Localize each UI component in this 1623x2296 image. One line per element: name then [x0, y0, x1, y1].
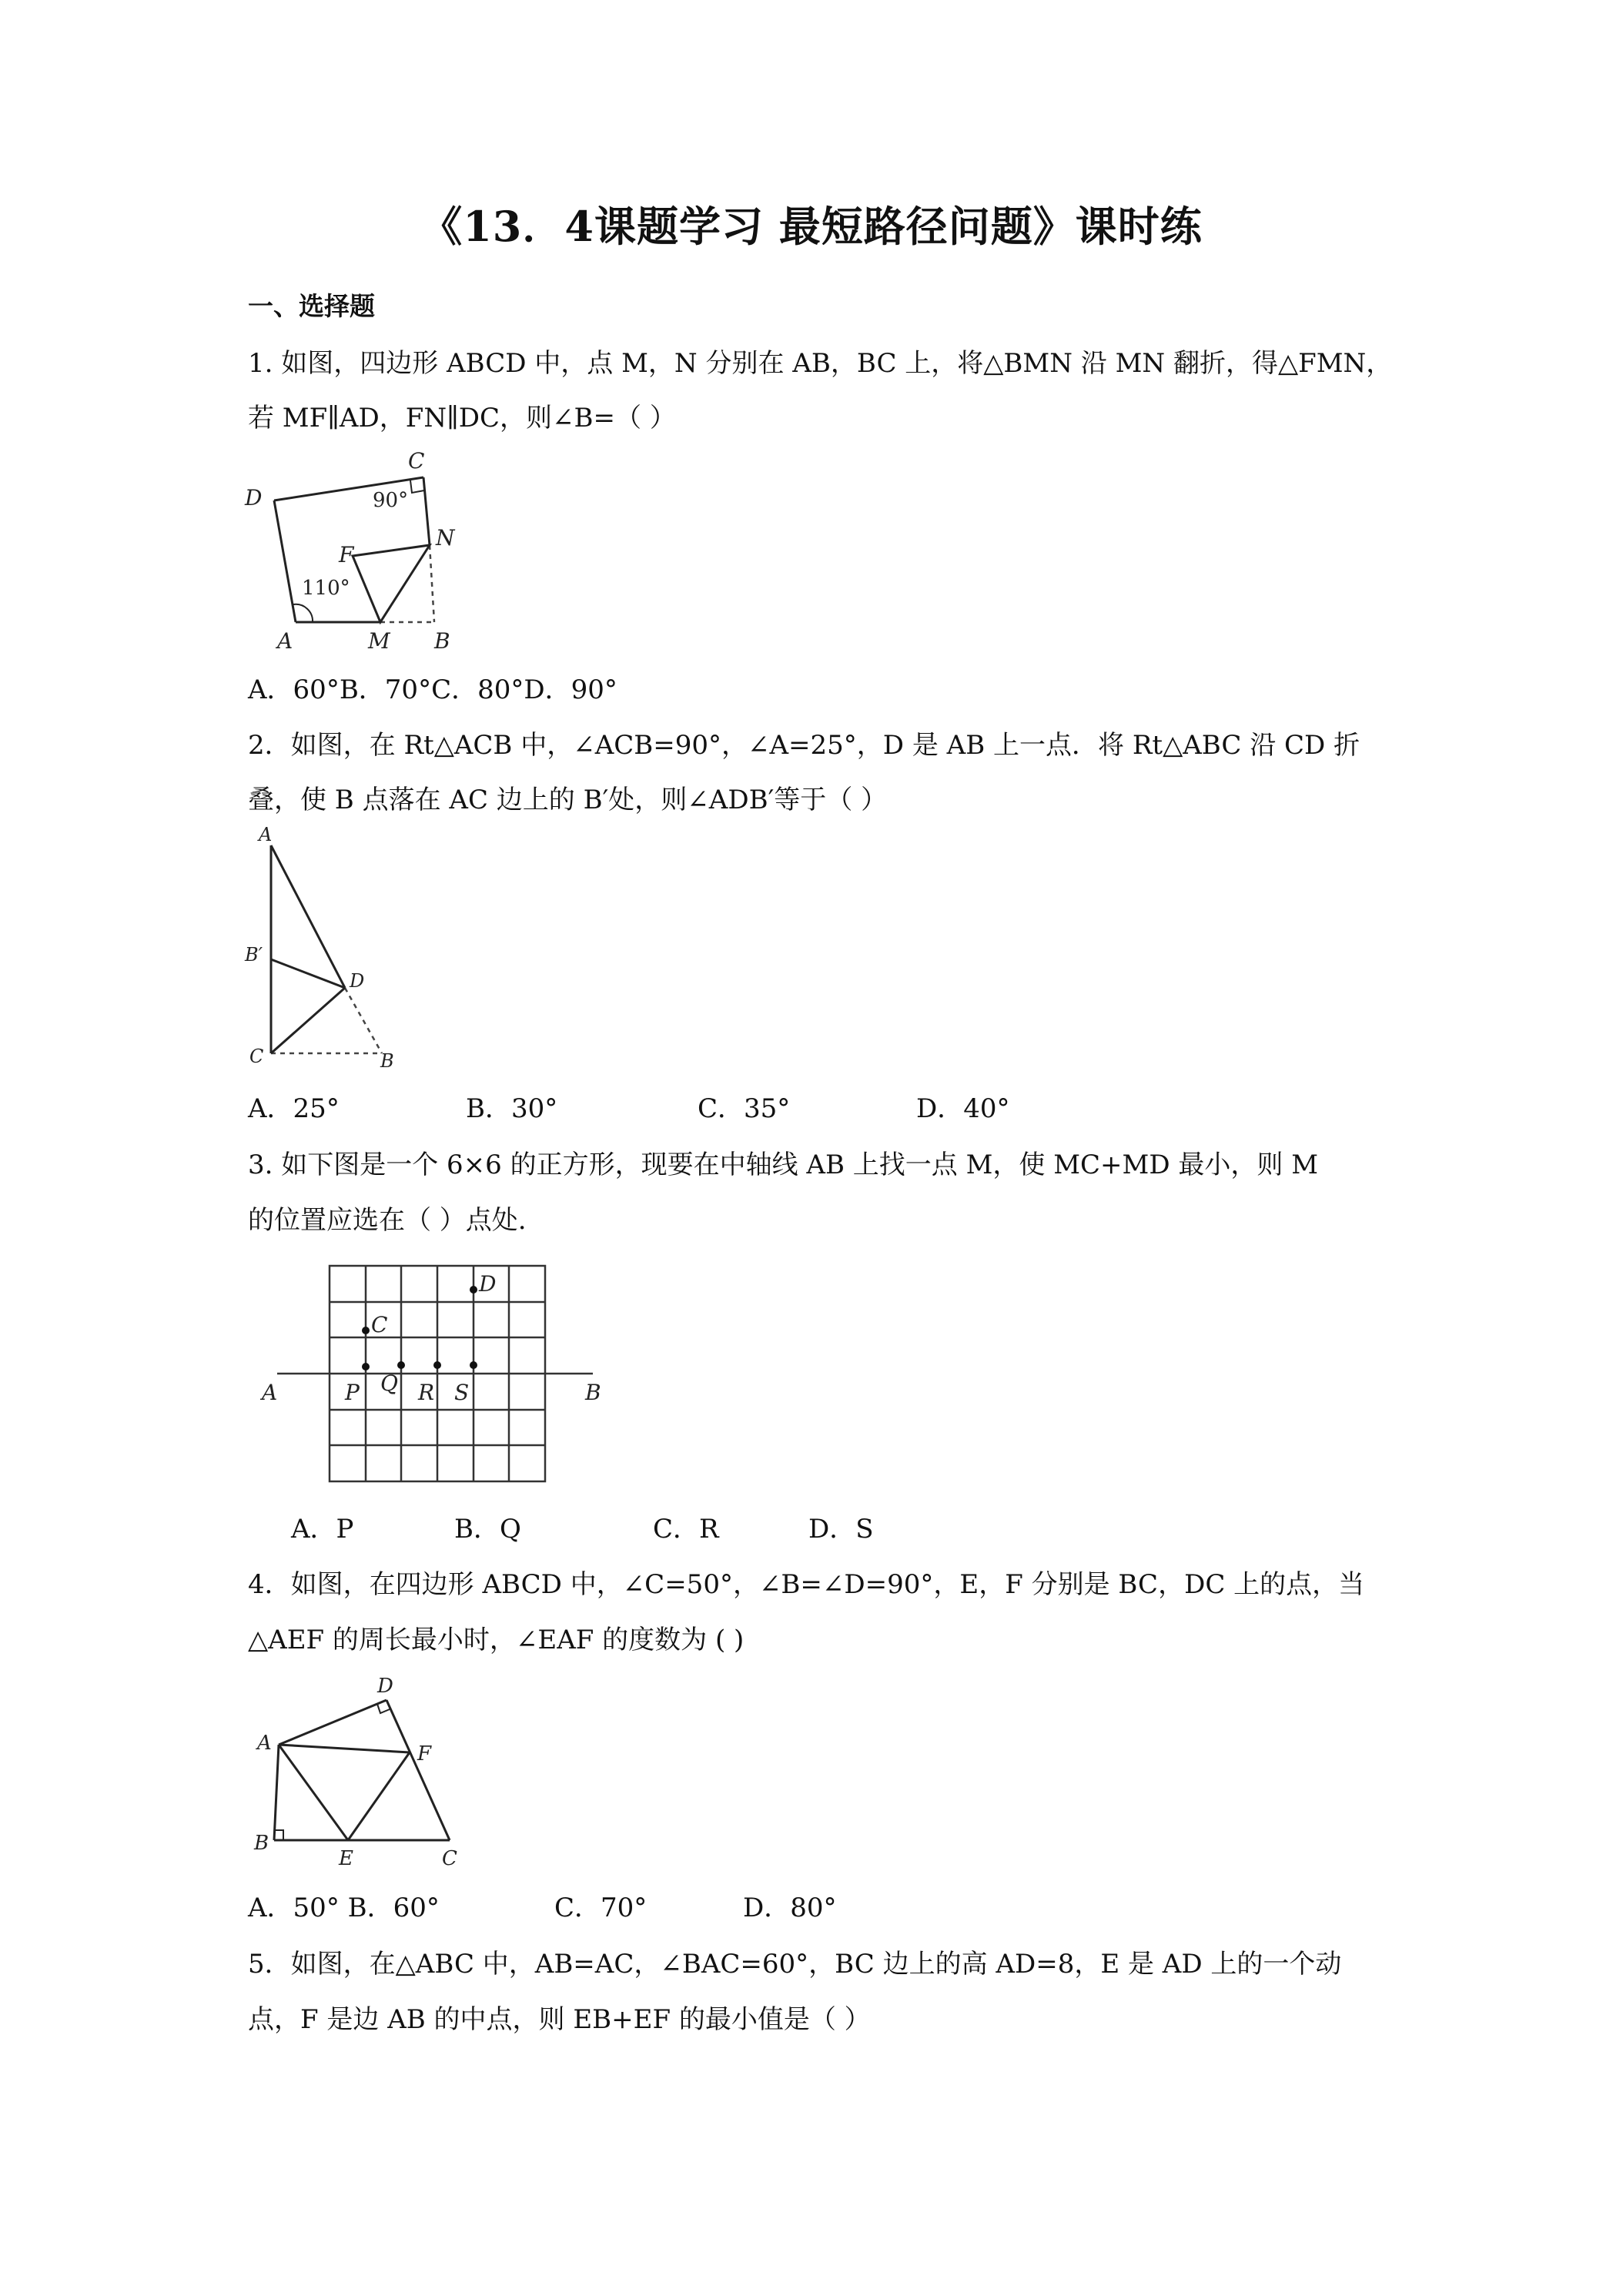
q3-label-C: C	[371, 1312, 388, 1337]
q3-figure	[254, 1255, 616, 1486]
q3-text-line2: 的位置应选在（ ）点处.	[248, 1205, 527, 1236]
q3-label-P: P	[345, 1380, 360, 1405]
q1-label-angle-a: 110°	[302, 577, 350, 600]
section-heading: 一、选择题	[248, 291, 375, 321]
q4-option-ab: A．50° B．60°	[248, 1893, 440, 1923]
q3-label-A: A	[262, 1380, 278, 1405]
q3-label-S: S	[454, 1380, 470, 1405]
q3-option-d: D．S	[808, 1514, 874, 1545]
q4-label-F: F	[417, 1742, 432, 1766]
q5-text-line2: 点，F 是边 AB 的中点，则 EB+EF 的最小值是（ ）	[248, 2004, 871, 2035]
q4-option-c: C．70°	[554, 1893, 648, 1923]
q2-option-a: A．25°	[248, 1093, 340, 1124]
q3-option-a: A．P	[291, 1514, 354, 1545]
q2-label-B-prime: B′	[245, 944, 263, 966]
q1-label-M: M	[368, 628, 390, 654]
q2-label-B: B	[380, 1050, 394, 1072]
q2-label-A: A	[259, 824, 273, 845]
q1-label-D: D	[245, 485, 263, 510]
q2-text-line2: 叠，使 B 点落在 AC 边上的 B′处，则∠ADB′等于（ ）	[248, 785, 888, 815]
q4-label-A: A	[257, 1732, 272, 1755]
q1-options: A．60°B．70°C．80°D．90°	[248, 674, 617, 705]
q2-label-D: D	[350, 970, 365, 992]
q3-label-R: R	[418, 1380, 435, 1405]
q1-text-line1: 1. 如图，四边形 ABCD 中，点 M，N 分别在 AB，BC 上，将△BMN 沿 MN 翻折，得△FMN，	[248, 348, 1393, 379]
q4-figure	[248, 1671, 479, 1871]
q2-option-d: D．40°	[916, 1093, 1010, 1124]
q4-label-C: C	[442, 1847, 457, 1870]
q3-label-Q: Q	[380, 1371, 398, 1396]
q1-label-F: F	[339, 542, 354, 567]
q4-label-D: D	[377, 1675, 393, 1698]
q4-text-line1: 4．如图，在四边形 ABCD 中，∠C=50°，∠B=∠D=90°，E，F 分别是 BC，DC 上的点，当	[248, 1569, 1365, 1600]
q4-label-B: B	[254, 1832, 269, 1855]
q1-label-A: A	[277, 628, 293, 654]
q3-option-b: B．Q	[454, 1514, 521, 1545]
q4-option-d: D．80°	[743, 1893, 837, 1923]
q2-text-line1: 2．如图，在 Rt△ACB 中，∠ACB=90°，∠A=25°，D 是 AB 上一点．将 Rt△ABC 沿 CD 折	[248, 730, 1360, 761]
q2-label-C: C	[249, 1046, 264, 1067]
q1-label-angle-c: 90°	[373, 489, 409, 512]
q1-figure	[245, 447, 468, 654]
q3-label-B: B	[585, 1380, 601, 1405]
q1-text-line2: 若 MF∥AD，FN∥DC，则∠B=（ ）	[248, 403, 676, 433]
q2-option-b: B．30°	[466, 1093, 558, 1124]
q1-label-N: N	[436, 525, 455, 551]
q4-label-E: E	[339, 1847, 353, 1870]
q1-label-B: B	[434, 628, 450, 654]
q3-option-c: C．R	[653, 1514, 719, 1545]
q3-text-line1: 3. 如下图是一个 6×6 的正方形，现要在中轴线 AB 上找一点 M，使 MC+MD 最小，则 M	[248, 1150, 1319, 1180]
page-title: 《13．4课题学习 最短路径问题》课时练	[420, 202, 1203, 251]
q2-figure	[245, 824, 422, 1072]
q3-label-D: D	[479, 1271, 497, 1297]
q4-text-line2: △AEF 的周长最小时，∠EAF 的度数为 ( )	[248, 1625, 745, 1655]
q2-option-c: C．35°	[698, 1093, 791, 1124]
q1-label-C: C	[408, 448, 425, 474]
q5-text-line1: 5．如图，在△ABC 中，AB=AC，∠BAC=60°，BC 边上的高 AD=8，E 是 AD 上的一个动	[248, 1949, 1342, 1980]
